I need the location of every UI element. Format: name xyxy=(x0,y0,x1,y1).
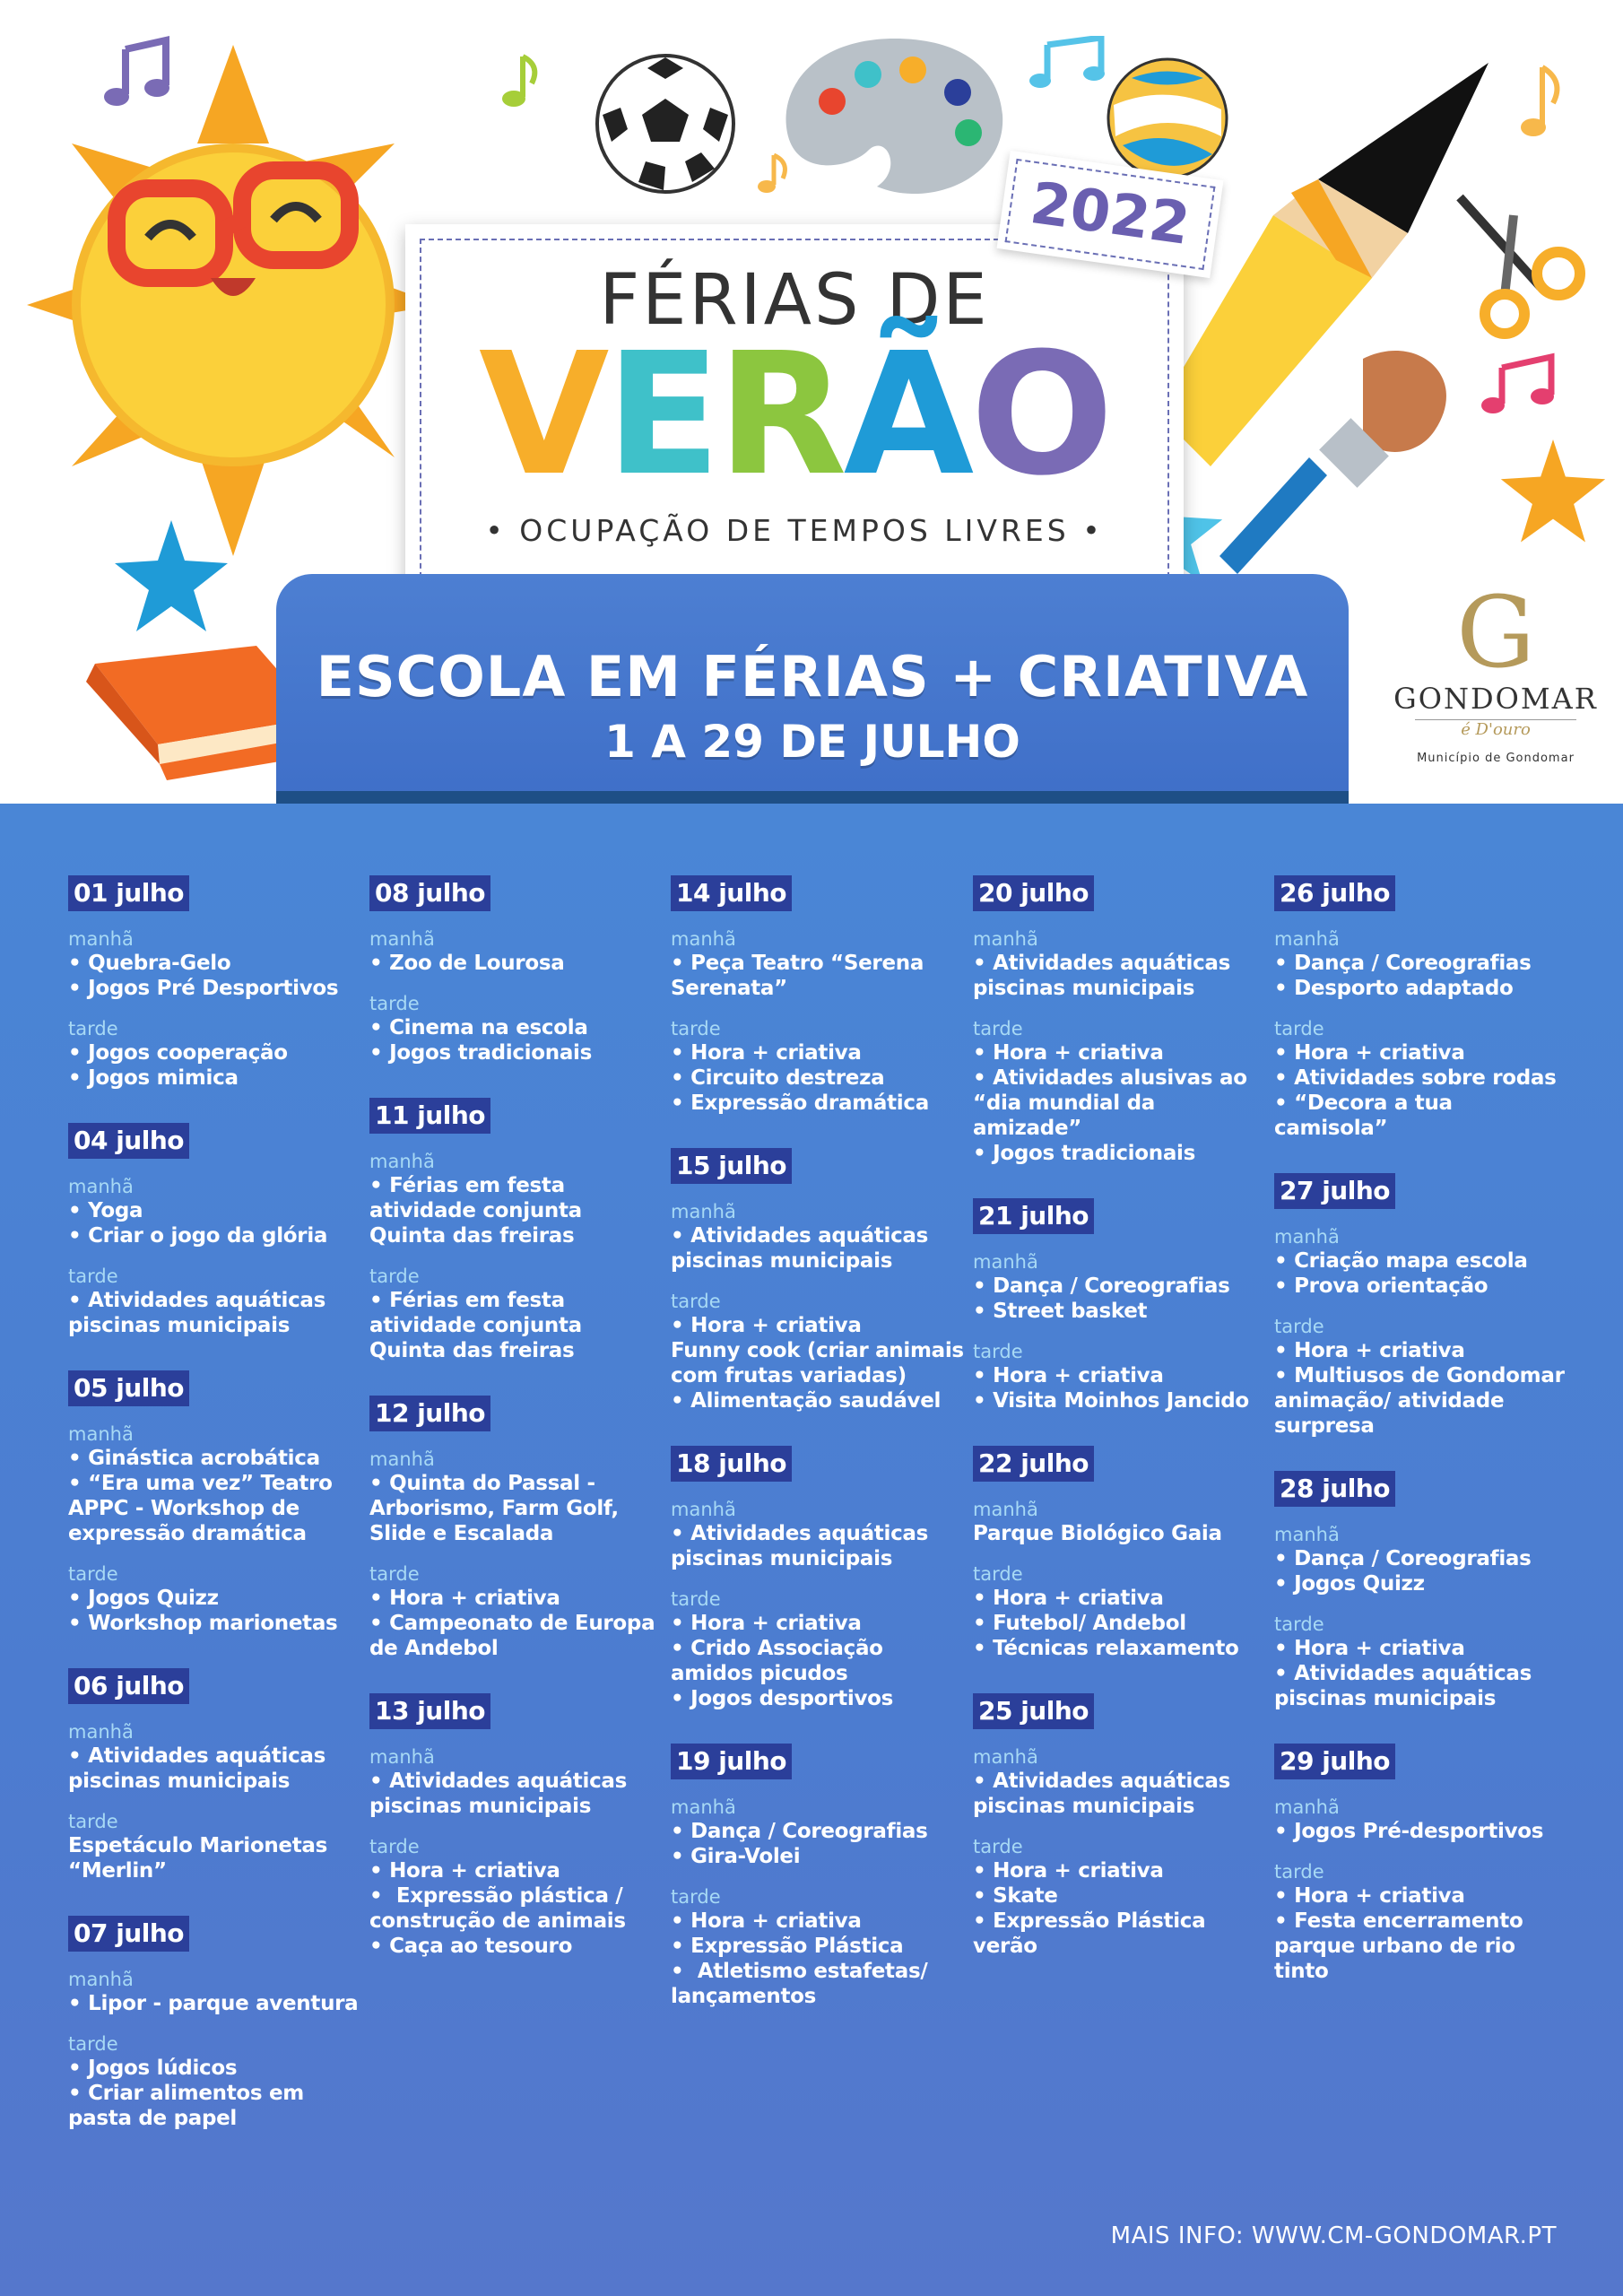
paintbrush-icon xyxy=(1219,341,1471,583)
period-label: manhã xyxy=(68,1423,134,1445)
activity-item: • Futebol/ Andebol xyxy=(973,1612,1186,1635)
day-date: 15 julho xyxy=(671,1148,792,1184)
activity-item: • Workshop marionetas xyxy=(68,1612,338,1635)
period-label: tarde xyxy=(68,1018,118,1039)
day-date: 11 julho xyxy=(369,1098,490,1134)
activity-item: • Atividades aquáticas piscinas municipais xyxy=(671,1522,929,1570)
activity-item: • Hora + criativa xyxy=(973,1364,1164,1387)
period-label: manhã xyxy=(671,1499,736,1520)
day-date: 07 julho xyxy=(68,1916,189,1952)
day-block xyxy=(671,1148,967,1413)
activity-item: • Hora + criativa xyxy=(671,1314,862,1337)
activity-item: • Gira-Volei xyxy=(671,1845,801,1868)
period-label: manhã xyxy=(68,1176,134,1197)
activity-item: • Atividades aquáticas piscinas municipais xyxy=(973,952,1231,1000)
starfish-icon xyxy=(113,520,230,637)
day-block xyxy=(671,1744,967,2009)
period-label: manhã xyxy=(1274,1524,1340,1545)
activity-item: • Desporto adaptado xyxy=(1274,977,1514,1000)
period-label: tarde xyxy=(68,1265,118,1287)
activity-item: • Quinta do Passal - Arborismo, Farm Golf, Slide e Escalada xyxy=(369,1472,619,1545)
title-card xyxy=(405,224,1184,601)
activity-item: • Jogos Quizz xyxy=(1274,1572,1425,1596)
activity-item: • Dança / Coreografias xyxy=(671,1820,928,1843)
day-date: 13 julho xyxy=(369,1693,490,1729)
activity-item: • Jogos desportivos xyxy=(671,1687,894,1710)
schedule-column xyxy=(369,875,665,1991)
logo-name: GONDOMAR xyxy=(1393,682,1598,716)
activity-item: • Hora + criativa xyxy=(1274,1041,1465,1065)
activity-item: • Atletismo estafetas/ lançamentos xyxy=(671,1960,928,2008)
activity-item: • Zoo de Lourosa xyxy=(369,952,565,975)
header xyxy=(0,0,1623,804)
day-block xyxy=(973,1446,1269,1661)
activity-item: • Hora + criativa xyxy=(369,1587,560,1610)
activity-item: • Hora + criativa xyxy=(1274,1884,1465,1908)
activity-item: • Jogos Pré-desportivos xyxy=(1274,1820,1544,1843)
day-block xyxy=(68,1668,364,1883)
banner xyxy=(276,574,1349,804)
activity-item: • Hora + criativa xyxy=(1274,1339,1465,1362)
activity-item: • Skate xyxy=(973,1884,1058,1908)
activity-item: • Atividades aquáticas piscinas municipais xyxy=(68,1289,326,1337)
gondomar-logo xyxy=(1388,575,1603,780)
activity-item: Espetáculo Marionetas “Merlin” xyxy=(68,1834,327,1883)
day-date: 18 julho xyxy=(671,1446,792,1482)
activity-item: • Jogos tradicionais xyxy=(973,1142,1196,1165)
activity-item: • Hora + criativa xyxy=(671,1041,862,1065)
day-date: 04 julho xyxy=(68,1123,189,1159)
title-letter: R xyxy=(716,317,844,513)
activity-item: • Dança / Coreografias xyxy=(1274,1547,1532,1570)
title-letter: E xyxy=(605,317,717,513)
period-label: manhã xyxy=(973,1746,1038,1768)
period-label: manhã xyxy=(973,1251,1038,1273)
activity-item: • Atividades alusivas ao “dia mundial da amizade” xyxy=(973,1066,1247,1140)
period-label: tarde xyxy=(369,1563,420,1585)
day-block xyxy=(973,1693,1269,1959)
activity-item: • Expressão Plástica xyxy=(671,1935,904,1958)
banner-stripe xyxy=(276,791,1349,804)
banner-title: ESCOLA EM FÉRIAS + CRIATIVA xyxy=(316,644,1309,709)
period-label: tarde xyxy=(973,1341,1023,1362)
day-block xyxy=(68,1916,364,2131)
activity-item: • Férias em festa atividade conjunta Quinta das freiras xyxy=(369,1289,582,1362)
day-block xyxy=(369,1098,665,1363)
period-label: manhã xyxy=(973,928,1038,950)
day-date: 06 julho xyxy=(68,1668,189,1704)
period-label: tarde xyxy=(973,1563,1023,1585)
period-label: tarde xyxy=(973,1836,1023,1857)
day-block xyxy=(369,875,665,1065)
logo-municipality: Município de Gondomar xyxy=(1417,752,1575,765)
period-label: tarde xyxy=(1274,1316,1324,1337)
day-date: 19 julho xyxy=(671,1744,792,1779)
activity-item: • Hora + criativa xyxy=(671,1612,862,1635)
period-label: manhã xyxy=(671,928,736,950)
day-block xyxy=(671,1446,967,1711)
schedule-column xyxy=(68,875,364,2163)
day-date: 28 julho xyxy=(1274,1471,1395,1507)
activity-item: • Jogos Quizz xyxy=(68,1587,219,1610)
period-label: manhã xyxy=(671,1201,736,1222)
activity-item: • Jogos Pré Desportivos xyxy=(68,977,339,1000)
period-label: manhã xyxy=(369,1448,435,1470)
activity-item: • Dança / Coreografias xyxy=(1274,952,1532,975)
paint-palette-icon xyxy=(778,34,1011,204)
activity-item: • Campeonato de Europa de Andebol xyxy=(369,1612,655,1660)
activity-item: • Atividades sobre rodas xyxy=(1274,1066,1557,1090)
day-date: 12 julho xyxy=(369,1396,490,1431)
activity-item: • Atividades aquáticas piscinas municipais xyxy=(68,1744,326,1793)
day-block xyxy=(973,875,1269,1166)
music-note-icon xyxy=(1029,36,1110,90)
period-label: tarde xyxy=(671,1588,721,1610)
day-block xyxy=(1274,1471,1570,1711)
day-block xyxy=(369,1396,665,1661)
title-ferias-de: FÉRIAS DE xyxy=(599,260,990,341)
period-label: manhã xyxy=(1274,1226,1340,1248)
activity-item: • Jogos cooperação xyxy=(68,1041,288,1065)
activity-item: • Criar o jogo da glória xyxy=(68,1224,328,1248)
activity-item: • Hora + criativa xyxy=(973,1041,1164,1065)
day-date: 05 julho xyxy=(68,1370,189,1406)
title-verao xyxy=(405,317,1184,513)
activity-item: • Jogos mimica xyxy=(68,1066,239,1090)
activity-item: Parque Biológico Gaia xyxy=(973,1522,1222,1545)
day-block xyxy=(369,1693,665,1959)
period-label: tarde xyxy=(68,1811,118,1832)
soccer-ball-icon xyxy=(594,52,737,196)
music-note-icon xyxy=(491,52,545,115)
day-date: 20 julho xyxy=(973,875,1094,911)
period-label: manhã xyxy=(671,1796,736,1818)
period-label: tarde xyxy=(973,1018,1023,1039)
activity-item: • Dança / Coreografias xyxy=(973,1274,1230,1298)
period-label: tarde xyxy=(1274,1613,1324,1635)
subtitle: • OCUPAÇÃO DE TEMPOS LIVRES • xyxy=(485,513,1104,548)
day-date: 21 julho xyxy=(973,1198,1094,1234)
activity-item: • Atividades aquáticas piscinas municipais xyxy=(671,1224,929,1273)
activity-item: • Atividades aquáticas piscinas municipais xyxy=(369,1770,628,1818)
activity-item: • Prova orientação xyxy=(1274,1274,1488,1298)
day-block xyxy=(1274,1173,1570,1439)
logo-letter: G xyxy=(1456,575,1535,690)
activity-item: • Jogos lúdicos xyxy=(68,2057,238,2080)
period-label: manhã xyxy=(973,1499,1038,1520)
more-info-link[interactable]: MAIS INFO: WWW.CM-GONDOMAR.PT xyxy=(1110,2222,1557,2249)
period-label: tarde xyxy=(1274,1018,1324,1039)
sun-with-glasses-icon xyxy=(18,36,448,574)
day-date: 27 julho xyxy=(1274,1173,1395,1209)
activity-item: • Férias em festa atividade conjunta Quinta das freiras xyxy=(369,1174,582,1248)
activity-item: • Atividades aquáticas piscinas municipais xyxy=(1274,1662,1532,1710)
day-block xyxy=(1274,875,1570,1141)
day-date: 25 julho xyxy=(973,1693,1094,1729)
activity-item: • Criar alimentos em pasta de papel xyxy=(68,2082,304,2130)
day-date: 08 julho xyxy=(369,875,490,911)
period-label: manhã xyxy=(369,928,435,950)
activity-item: • Visita Moinhos Jancido xyxy=(973,1389,1249,1413)
activity-item: • Quebra-Gelo xyxy=(68,952,231,975)
activity-item: • Hora + criativa xyxy=(973,1859,1164,1883)
period-label: manhã xyxy=(1274,928,1340,950)
activity-item: • Expressão Plástica verão xyxy=(973,1909,1213,1958)
period-label: tarde xyxy=(369,1265,420,1287)
day-block xyxy=(68,1370,364,1636)
banner-date: 1 A 29 DE JULHO xyxy=(604,716,1020,768)
day-date: 29 julho xyxy=(1274,1744,1395,1779)
scissors-icon xyxy=(1451,188,1594,341)
day-block xyxy=(68,1123,364,1338)
activity-item: • Expressão plástica / construção de animais xyxy=(369,1884,626,1933)
activity-item: • Hora + criativa xyxy=(1274,1637,1465,1660)
activity-item: Funny cook (criar animais com frutas variadas) xyxy=(671,1339,964,1387)
day-block xyxy=(671,875,967,1116)
schedule-area xyxy=(0,804,1623,2296)
activity-item: • Cinema na escola xyxy=(369,1016,588,1039)
activity-item: • Alimentação saudável xyxy=(671,1389,942,1413)
title-letter: V xyxy=(478,317,606,513)
activity-item: • Circuito destreza xyxy=(671,1066,885,1090)
period-label: manhã xyxy=(68,1969,134,1990)
period-label: tarde xyxy=(671,1018,721,1039)
schedule-column xyxy=(671,875,967,2041)
period-label: manhã xyxy=(68,928,134,950)
activity-item: • Expressão dramática xyxy=(671,1091,929,1115)
day-block xyxy=(973,1198,1269,1413)
activity-item: • Atividades aquáticas piscinas municipais xyxy=(973,1770,1231,1818)
music-note-icon xyxy=(1515,63,1569,144)
activity-item: • Lipor - parque aventura xyxy=(68,1992,359,2015)
activity-item: • Multiusos de Gondomar animação/ atividade surpresa xyxy=(1274,1364,1565,1438)
activity-item: • Crido Associação amidos picudos xyxy=(671,1637,883,1685)
activity-item: • Hora + criativa xyxy=(973,1587,1164,1610)
activity-item: • Street basket xyxy=(973,1300,1148,1323)
activity-item: • Ginástica acrobática xyxy=(68,1447,320,1470)
day-date: 22 julho xyxy=(973,1446,1094,1482)
day-date: 26 julho xyxy=(1274,875,1395,911)
period-label: manhã xyxy=(1274,1796,1340,1818)
day-block xyxy=(1274,1744,1570,1984)
period-label: manhã xyxy=(369,1151,435,1172)
activity-item: • Festa encerramento parque urbano de rio tinto xyxy=(1274,1909,1523,1983)
period-label: manhã xyxy=(369,1746,435,1768)
schedule-column xyxy=(1274,875,1570,2016)
activity-item: • Caça ao tesouro xyxy=(369,1935,573,1958)
period-label: manhã xyxy=(68,1721,134,1743)
activity-item: • “Decora a tua camisola” xyxy=(1274,1091,1460,1140)
activity-item: • Hora + criativa xyxy=(671,1909,862,1933)
activity-item: • Hora + criativa xyxy=(369,1859,560,1883)
activity-item: • Técnicas relaxamento xyxy=(973,1637,1239,1660)
title-letter: O xyxy=(970,317,1111,513)
day-block xyxy=(68,875,364,1091)
period-label: tarde xyxy=(1274,1861,1324,1883)
period-label: tarde xyxy=(68,1563,118,1585)
period-label: tarde xyxy=(671,1291,721,1312)
logo-script: é D'ouro xyxy=(1415,719,1576,739)
activity-item: • “Era uma vez” Teatro APPC - Workshop de expressão dramática xyxy=(68,1472,333,1545)
music-note-icon xyxy=(103,36,175,117)
year-label: 2022 xyxy=(1005,159,1216,270)
title-letter: Ã xyxy=(843,317,971,513)
activity-item: • Peça Teatro “Serena Serenata” xyxy=(671,952,924,1000)
activity-item: • Jogos tradicionais xyxy=(369,1041,593,1065)
period-label: tarde xyxy=(671,1886,721,1908)
activity-item: • Criação mapa escola xyxy=(1274,1249,1528,1273)
period-label: tarde xyxy=(369,1836,420,1857)
period-label: tarde xyxy=(369,993,420,1014)
day-date: 01 julho xyxy=(68,875,189,911)
starfish-icon xyxy=(1499,439,1607,547)
schedule-column xyxy=(973,875,1269,1991)
activity-item: • Yoga xyxy=(68,1199,143,1222)
day-date: 14 julho xyxy=(671,875,792,911)
period-label: tarde xyxy=(68,2033,118,2055)
